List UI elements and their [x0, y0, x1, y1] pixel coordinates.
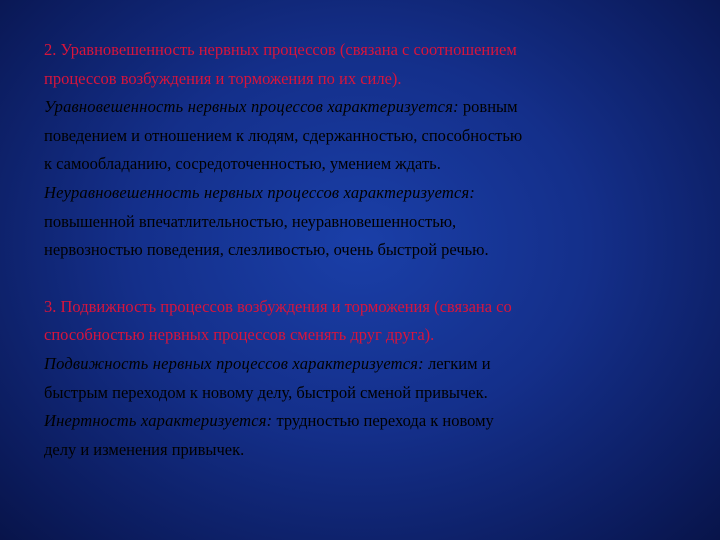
slide-content — [44, 36, 684, 464]
balance-text-start: ровным — [458, 97, 518, 117]
imbalance-label: Неуравновешенность нервных процессов характеризуется: — [44, 182, 476, 202]
section3-heading-line-1: 3. Подвижность процессов возбуждения и торможения (связана со — [44, 296, 512, 316]
section2-heading-line-2: процессов возбуждения и торможения по их силе). — [44, 68, 402, 88]
section3-heading-line-2: способностью нервных процессов сменять друг друга). — [44, 325, 435, 345]
mobility-paragraph-line-1 — [44, 350, 684, 379]
balance-paragraph-line-3: к самообладанию, сосредоточенностью, умением ждать. — [44, 154, 441, 174]
inertia-paragraph-line-2: делу и изменения привычек. — [44, 439, 245, 459]
section-spacer — [44, 265, 684, 293]
balance-label: Уравновешенность нервных процессов характеризуется: — [44, 97, 459, 117]
balance-paragraph-line-2: поведением и отношением к людям, сдержанностью, способностью — [44, 125, 523, 145]
inertia-paragraph-line-1 — [44, 407, 684, 436]
imbalance-paragraph-line-2: нервозностью поведения, слезливостью, очень быстрой речью. — [44, 240, 489, 260]
balance-paragraph-line-1 — [44, 93, 684, 122]
section2-heading-line-1: 2. Уравновешенность нервных процессов (связана с соотношением — [44, 40, 517, 59]
mobility-label: Подвижность нервных процессов характеризуется: — [44, 353, 424, 373]
inertia-label: Инертность характеризуется: — [44, 411, 273, 431]
imbalance-paragraph-line-1: повышенной впечатлительностью, неуравновешенностью, — [44, 211, 457, 231]
mobility-text-start: легким и — [423, 353, 491, 373]
inertia-text-start: трудностью перехода к новому — [272, 411, 494, 431]
mobility-paragraph-line-2: быстрым переходом к новому делу, быстрой сменой привычек. — [44, 382, 488, 402]
